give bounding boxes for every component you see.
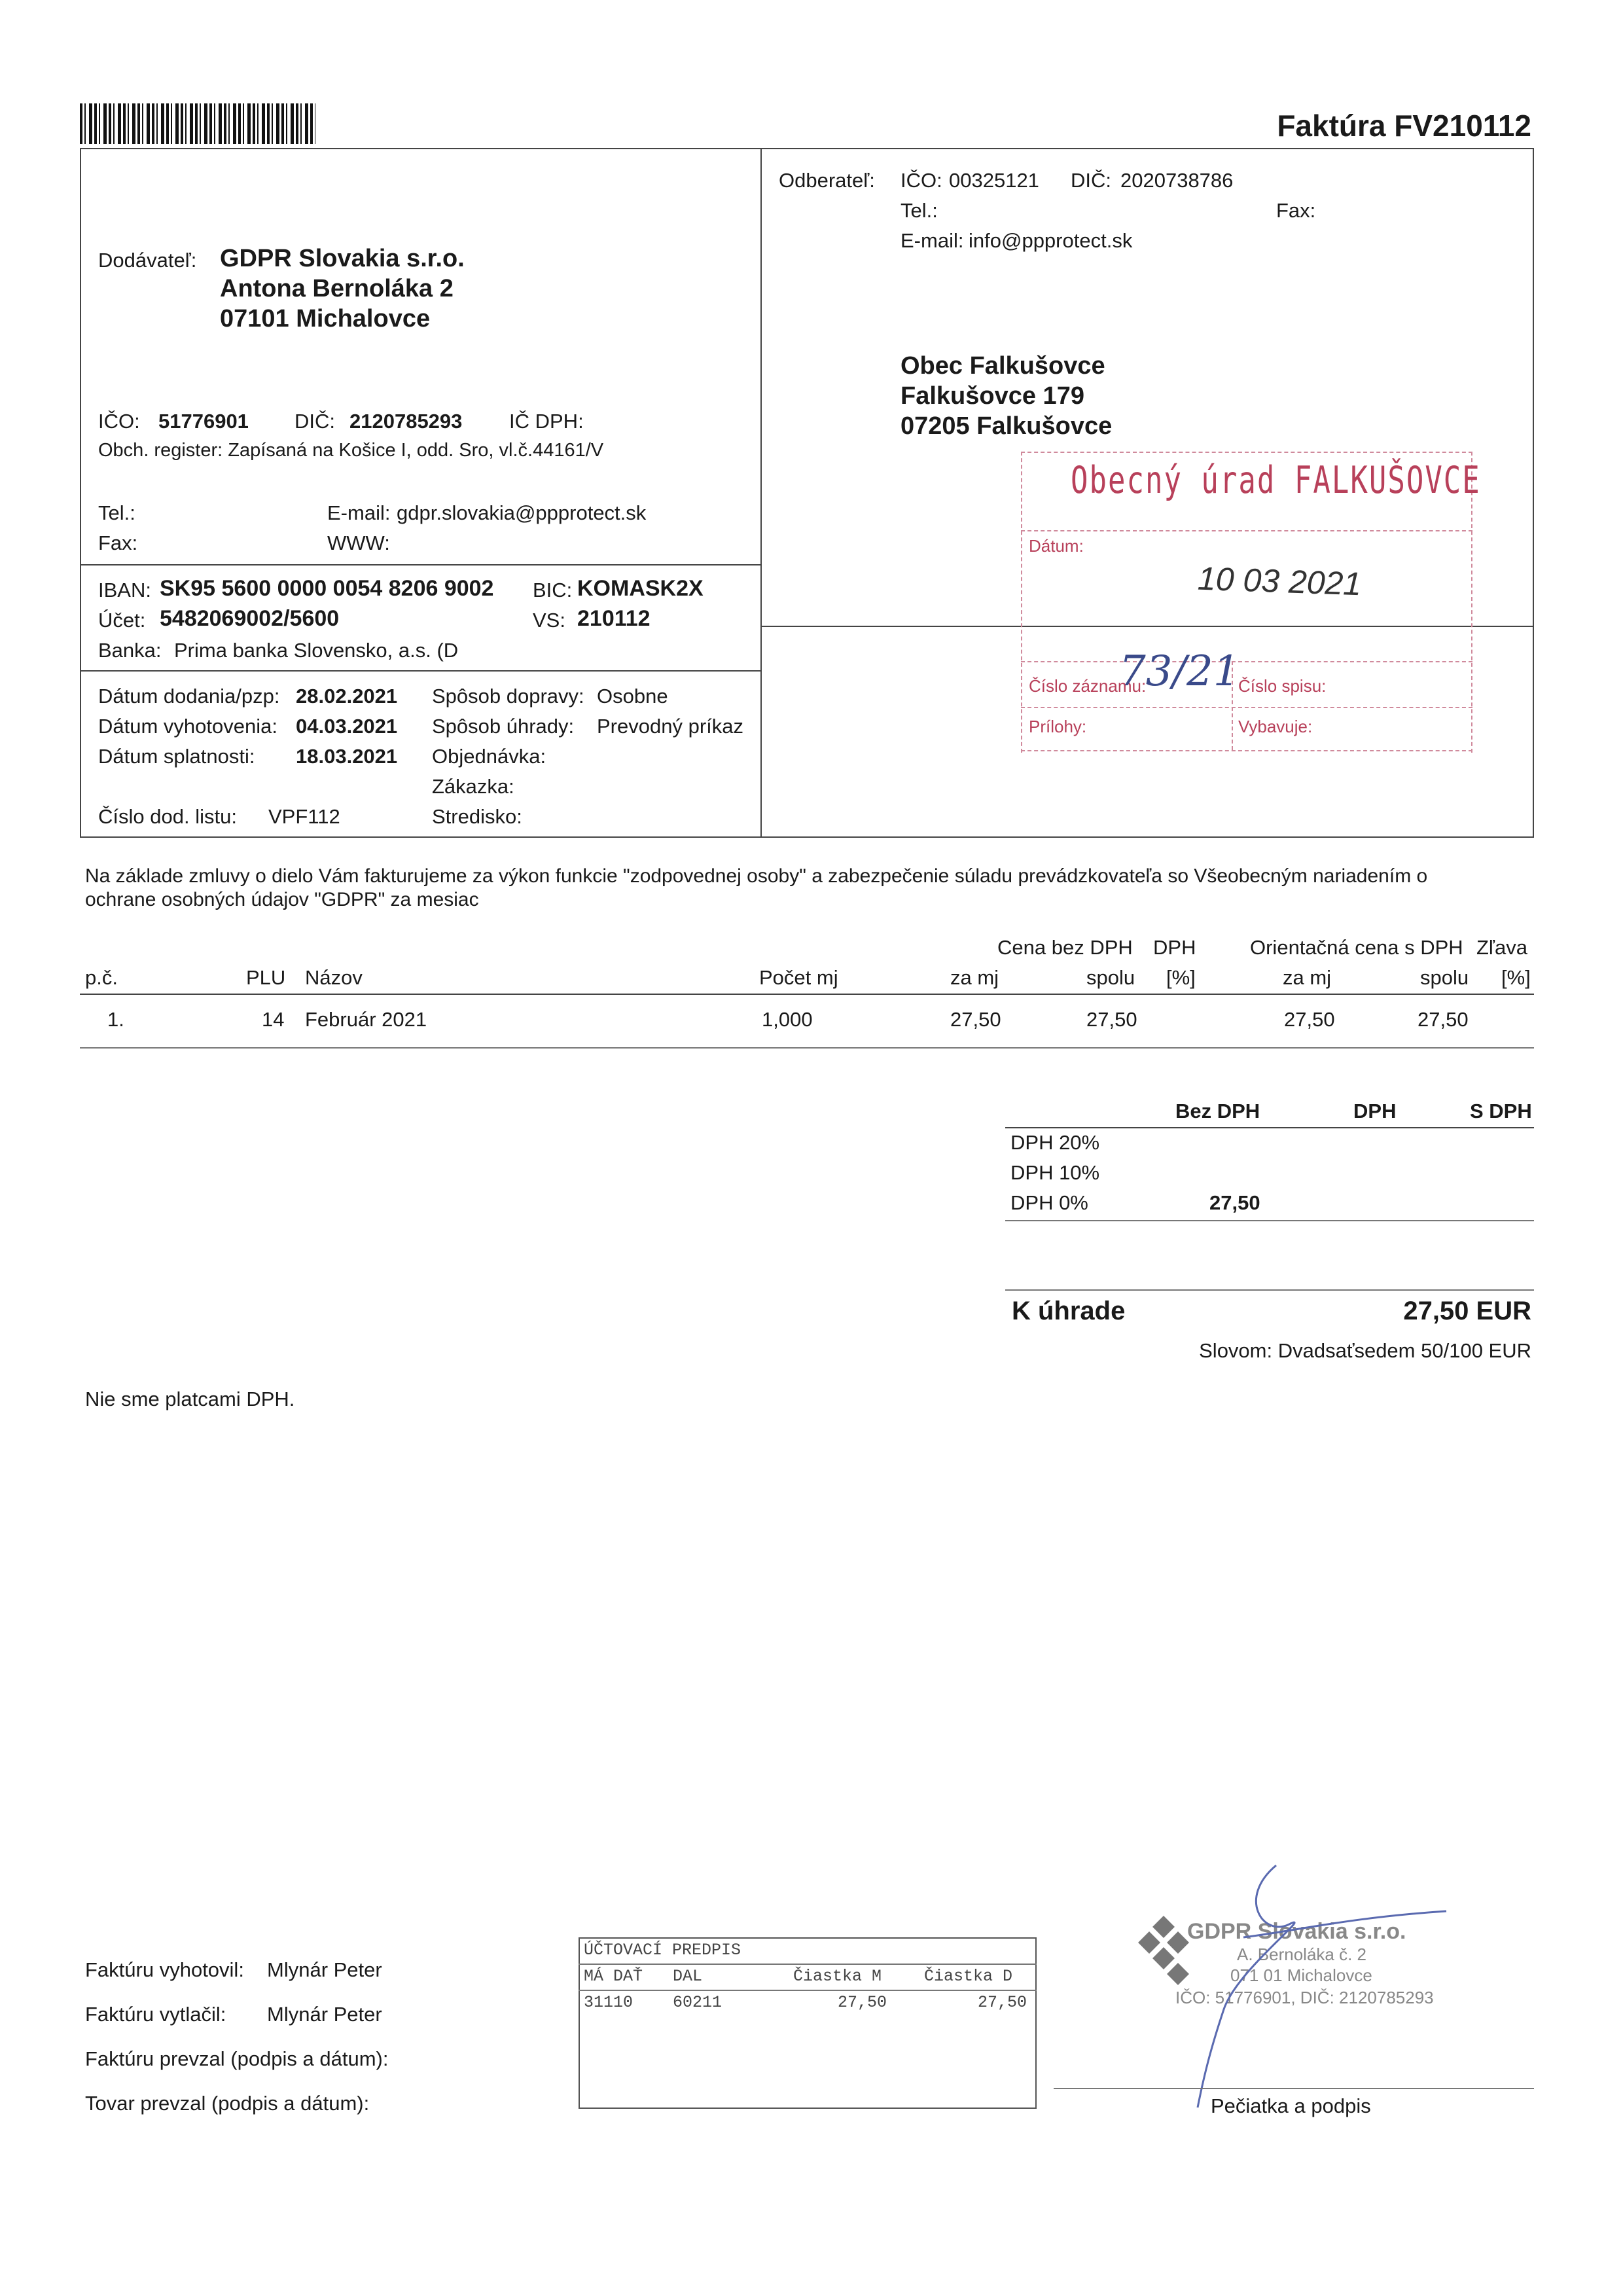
supplier-city: 07101 Michalovce	[220, 305, 431, 332]
customer-ico: 00325121	[949, 169, 1039, 192]
issued-by: Mlynár Peter	[267, 1958, 382, 1981]
variable-symbol: 210112	[577, 606, 651, 631]
supplier-dic: 2120785293	[349, 410, 463, 433]
date-issue: 04.03.2021	[296, 715, 398, 738]
description-line-1: Na základe zmluvy o dielo Vám fakturujeme za výkon funkcie "zodpovednej osoby" a zabezpečenie súladu prevádzkovateľa so Všeobecným nariadením o	[85, 865, 1428, 887]
delivery-note-number: VPF112	[268, 805, 340, 828]
stamp-company-name: GDPR Slovakia s.r.o.	[1187, 1919, 1406, 1944]
vat-0-base: 27,50	[1209, 1191, 1260, 1214]
supplier-street: Antona Bernoláka 2	[220, 275, 454, 302]
total-label: K úhrade	[1012, 1297, 1126, 1325]
stamp-title: Obecný úrad FALKUŠOVCE	[1071, 459, 1481, 503]
signature	[1139, 1859, 1466, 2121]
bic: KOMASK2X	[577, 576, 704, 601]
transport-method: Osobne	[597, 685, 668, 708]
invoice-title: Faktúra FV210112	[1277, 109, 1531, 143]
stamp-and-signature-label: Pečiatka a podpis	[1211, 2094, 1371, 2117]
description-line-2: ochrane osobných údajov "GDPR" za mesiac	[85, 889, 479, 910]
supplier-ico: 51776901	[158, 410, 249, 433]
customer-name: Obec Falkušovce	[901, 352, 1105, 380]
date-delivery: 28.02.2021	[296, 685, 398, 708]
account-number: 5482069002/5600	[160, 606, 340, 631]
customer-city: 07205 Falkušovce	[901, 412, 1113, 440]
iban: SK95 5600 0000 0054 8206 9002	[160, 576, 494, 601]
supplier-email: gdpr.slovakia@ppprotect.sk	[397, 501, 647, 524]
supplier-register: Obch. register: Zapísaná na Košice I, odd. Sro, vl.č.44161/V	[98, 440, 604, 461]
date-due: 18.03.2021	[296, 745, 398, 768]
barcode	[80, 103, 315, 144]
printed-by: Mlynár Peter	[267, 2003, 382, 2026]
supplier-name: GDPR Slovakia s.r.o.	[220, 245, 465, 272]
total-amount: 27,50 EUR	[1403, 1297, 1531, 1325]
stamp-record-number: 73/21	[1119, 647, 1240, 696]
payment-method: Prevodný príkaz	[597, 715, 743, 738]
customer-street: Falkušovce 179	[901, 382, 1084, 410]
customer-dic: 2020738786	[1120, 169, 1234, 192]
customer-email: info@ppprotect.sk	[969, 229, 1133, 252]
stamp-date: 10 03 2021	[1197, 560, 1363, 603]
vat-note: Nie sme platcami DPH.	[85, 1388, 295, 1410]
total-in-words: Slovom: Dvadsaťsedem 50/100 EUR	[1199, 1339, 1531, 1362]
bank-name: Prima banka Slovensko, a.s. (D	[174, 639, 459, 662]
